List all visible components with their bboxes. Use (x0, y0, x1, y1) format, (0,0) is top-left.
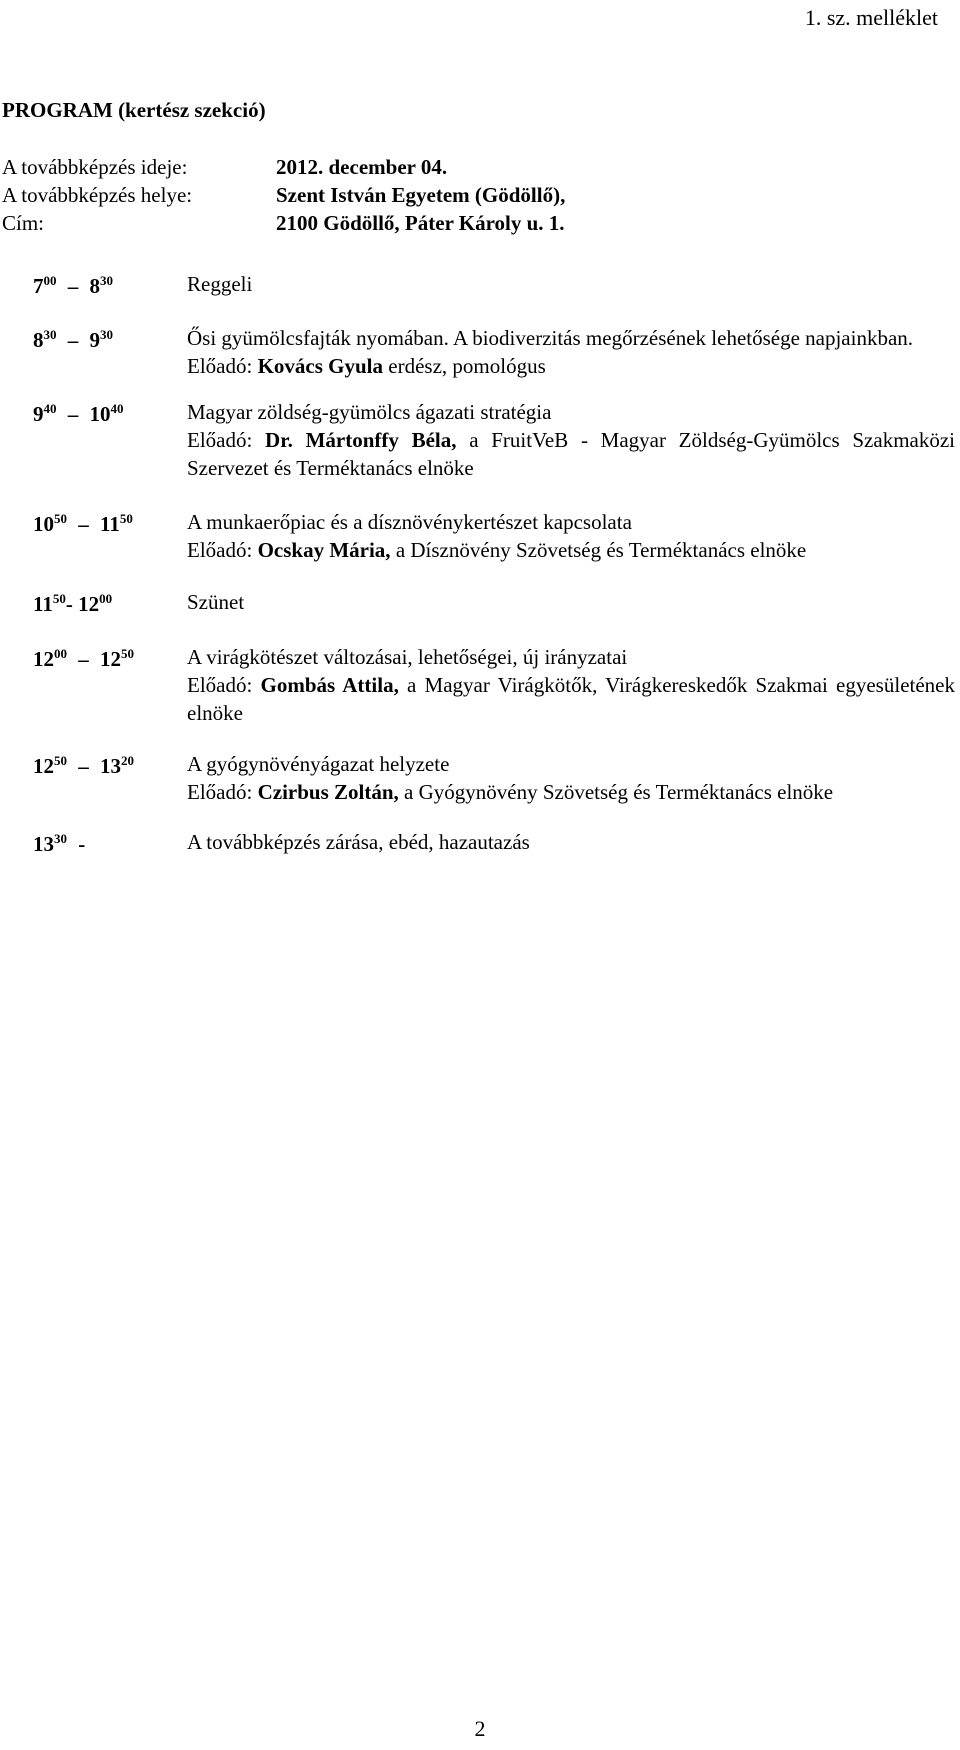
place-value: Szent István Egyetem (Gödöllő), (276, 183, 566, 207)
session-title: Ősi gyümölcsfajták nyomában. A biodiverzitás megőrzésének lehetősége napjainkban. (187, 326, 914, 350)
schedule-row (0, 508, 960, 564)
time-range: $7^{00} - 8^{30}$ (33, 273, 113, 298)
appendix-label: 1. sz. melléklet (804, 5, 938, 30)
speaker-name: Kovács Gyula (257, 354, 384, 378)
place-row (2, 181, 802, 209)
session-description (187, 398, 955, 482)
session-title: A továbbképzés zárása, ebéd, hazautazás (187, 830, 530, 854)
session-title: Magyar zöldség-gyümölcs ágazati stratégia (187, 400, 552, 424)
speaker-line: Előadó: Dr. Mártonffy Béla, a FruitVeB - Magyar Zöldség-Gyümölcs Szakmaközi Szervezet és Terméktanács elnöke (187, 428, 956, 480)
session-title: Reggeli (187, 272, 253, 296)
time-range: $12^{00} - 12^{50}$ (33, 646, 134, 671)
place-label: A továbbképzés helye: (2, 183, 193, 207)
session-title: A virágkötészet változásai, lehetőségei, új irányzatai (187, 645, 628, 669)
schedule-row (0, 643, 960, 727)
program-schedule (0, 270, 960, 858)
time-range: $10^{50} - 11^{50}$ (33, 511, 133, 536)
date-value: 2012. december 04. (276, 155, 448, 179)
schedule-row (0, 270, 960, 300)
address-value: 2100 Gödöllő, Páter Károly u. 1. (276, 211, 565, 235)
schedule-row (0, 828, 960, 858)
session-description (187, 588, 955, 618)
speaker-line: Előadó: Czirbus Zoltán, a Gyógynövény Szövetség és Terméktanács elnöke (187, 780, 834, 804)
event-details (2, 153, 802, 237)
session-description (187, 270, 955, 300)
date-label: A továbbképzés ideje: (2, 155, 188, 179)
session-description (187, 828, 955, 858)
time-range: $12^{50} - 13^{20}$ (33, 753, 134, 778)
time-range: $11^{50}-$ $12^{00}$ (33, 591, 113, 616)
speaker-line: Előadó: Ocskay Mária, a Dísznövény Szövetség és Terméktanács elnöke (187, 538, 807, 562)
page-title: PROGRAM (kertész szekció) (2, 98, 266, 122)
session-description (187, 508, 955, 564)
schedule-row (0, 750, 960, 806)
time-range: $8^{30} - 9^{30}$ (33, 327, 113, 352)
address-row (2, 209, 802, 237)
speaker-name: Czirbus Zoltán, (257, 780, 399, 804)
page-number: 2 (474, 1716, 486, 1741)
date-row (2, 153, 802, 181)
time-range: $13^{30}$ - (33, 831, 86, 856)
schedule-row (0, 324, 960, 380)
session-description (187, 324, 955, 380)
time-range: $9^{40} - 10^{40}$ (33, 401, 124, 426)
session-title: A gyógynövényágazat helyzete (187, 752, 450, 776)
speaker-name: Dr. Mártonffy Béla, (265, 428, 457, 452)
session-title: Szünet (187, 590, 245, 614)
session-title: A munkaerőpiac és a dísznövénykertészet kapcsolata (187, 510, 632, 534)
speaker-name: Gombás Attila, (260, 673, 399, 697)
session-description (187, 750, 955, 806)
speaker-line: Előadó: Kovács Gyula erdész, pomológus (187, 354, 546, 378)
session-description (187, 643, 955, 727)
schedule-row (0, 588, 960, 618)
address-label: Cím: (2, 211, 45, 235)
speaker-line: Előadó: Gombás Attila, a Magyar Virágkötők, Virágkereskedők Szakmai egyesületének elnöke (187, 673, 955, 725)
schedule-row (0, 398, 960, 482)
speaker-name: Ocskay Mária, (257, 538, 391, 562)
